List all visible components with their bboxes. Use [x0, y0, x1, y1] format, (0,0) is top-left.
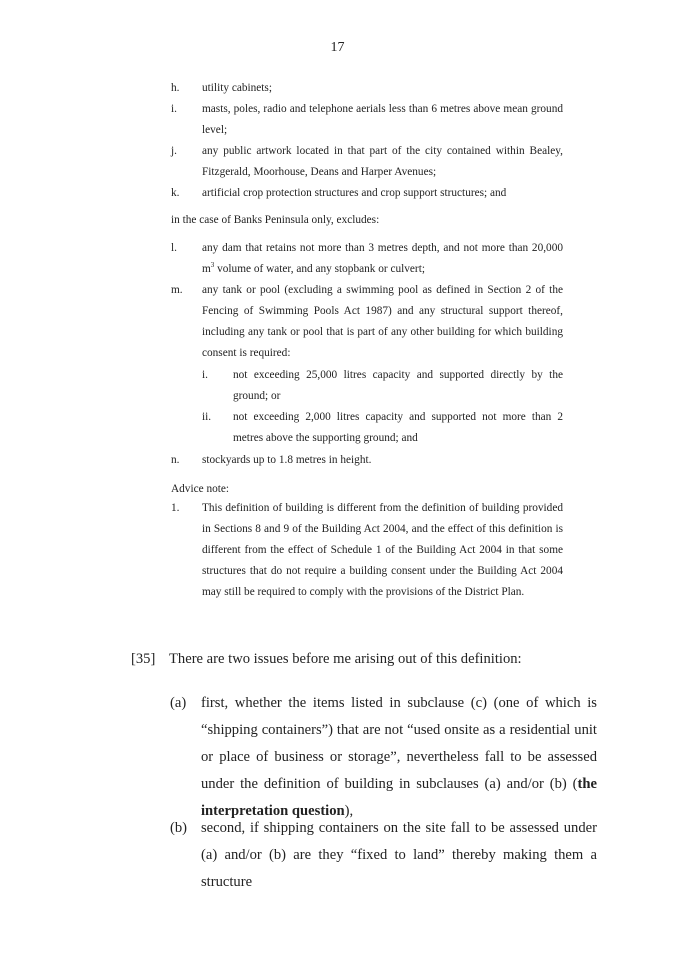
issue-text-main: first, whether the items listed in subclause (c) (one of which is “shipping containers”) that are not “used onsite as a residential unit or place of business or storage”, nevertheless fall to be assessed under the definition of building in subclauses (a) and/or (b) ( — [201, 695, 597, 792]
page-number: 17 — [330, 40, 345, 55]
issue-text-after: ), — [344, 803, 354, 819]
paragraph-text: There are two issues before me arising out of this definition: — [169, 651, 522, 667]
banks-intro: in the case of Banks Peninsula only, excludes: — [171, 214, 380, 226]
item-text-before: any dam that retains not more than 3 metres depth, and not more than 20,000 m — [202, 242, 563, 275]
issue-text — [201, 690, 597, 825]
sub-item-text: not exceeding 2,000 litres capacity and supported not more than 2 metres above the supporting ground; and — [233, 411, 563, 444]
issue-label: (b) — [170, 820, 188, 836]
item-text-after: volume of water, and any stopbank or culvert; — [214, 263, 425, 275]
issue-bold-term: the interpretation question — [201, 776, 597, 819]
advice-text: This definition of building is different from the definition of building provided in Sections 8 and 9 of the Building Act 2004, and the effect of this definition is different from the effect of Schedule 1 of the Building Act 2004 in that some structures that do not require a building consent under the Building Act 2004 may still be required to comply with the provisions of the District Plan. — [202, 502, 563, 598]
item-text: any tank or pool (excluding a swimming pool as defined in Section 2 of the Fencing of Swimming Pools Act 1987) and any structural support thereof, including any tank or pool that is part of any other building for which building consent is required: — [202, 284, 563, 359]
item-label: m. — [171, 284, 183, 296]
issue-label: (a) — [170, 695, 187, 711]
item-text: utility cabinets; — [202, 82, 272, 94]
superscript: 3 — [210, 261, 215, 270]
item-label: i. — [171, 103, 177, 115]
sub-item-label: i. — [202, 369, 208, 381]
sub-item-label: ii. — [202, 411, 212, 423]
advice-heading: Advice note: — [171, 483, 230, 495]
item-label: j. — [171, 145, 177, 157]
item-label: k. — [171, 187, 180, 199]
item-label: l. — [171, 242, 177, 254]
item-label: n. — [171, 454, 180, 466]
advice-label: 1. — [171, 502, 180, 514]
item-text: masts, poles, radio and telephone aerials less than 6 metres above mean ground level; — [202, 103, 563, 136]
item-text: stockyards up to 1.8 metres in height. — [202, 454, 372, 466]
item-label: h. — [171, 82, 180, 94]
item-text: artificial crop protection structures and crop support structures; and — [202, 187, 507, 199]
issue-text: second, if shipping containers on the site fall to be assessed under (a) and/or (b) are they “fixed to land” thereby making them a structure — [201, 820, 597, 890]
item-text — [202, 238, 563, 280]
sub-item-text: not exceeding 25,000 litres capacity and supported directly by the ground; or — [233, 369, 563, 402]
paragraph-number: [35] — [131, 651, 156, 667]
item-text: any public artwork located in that part of the city contained within Bealey, Fitzgerald, Moorhouse, Deans and Harper Avenues; — [202, 145, 563, 178]
